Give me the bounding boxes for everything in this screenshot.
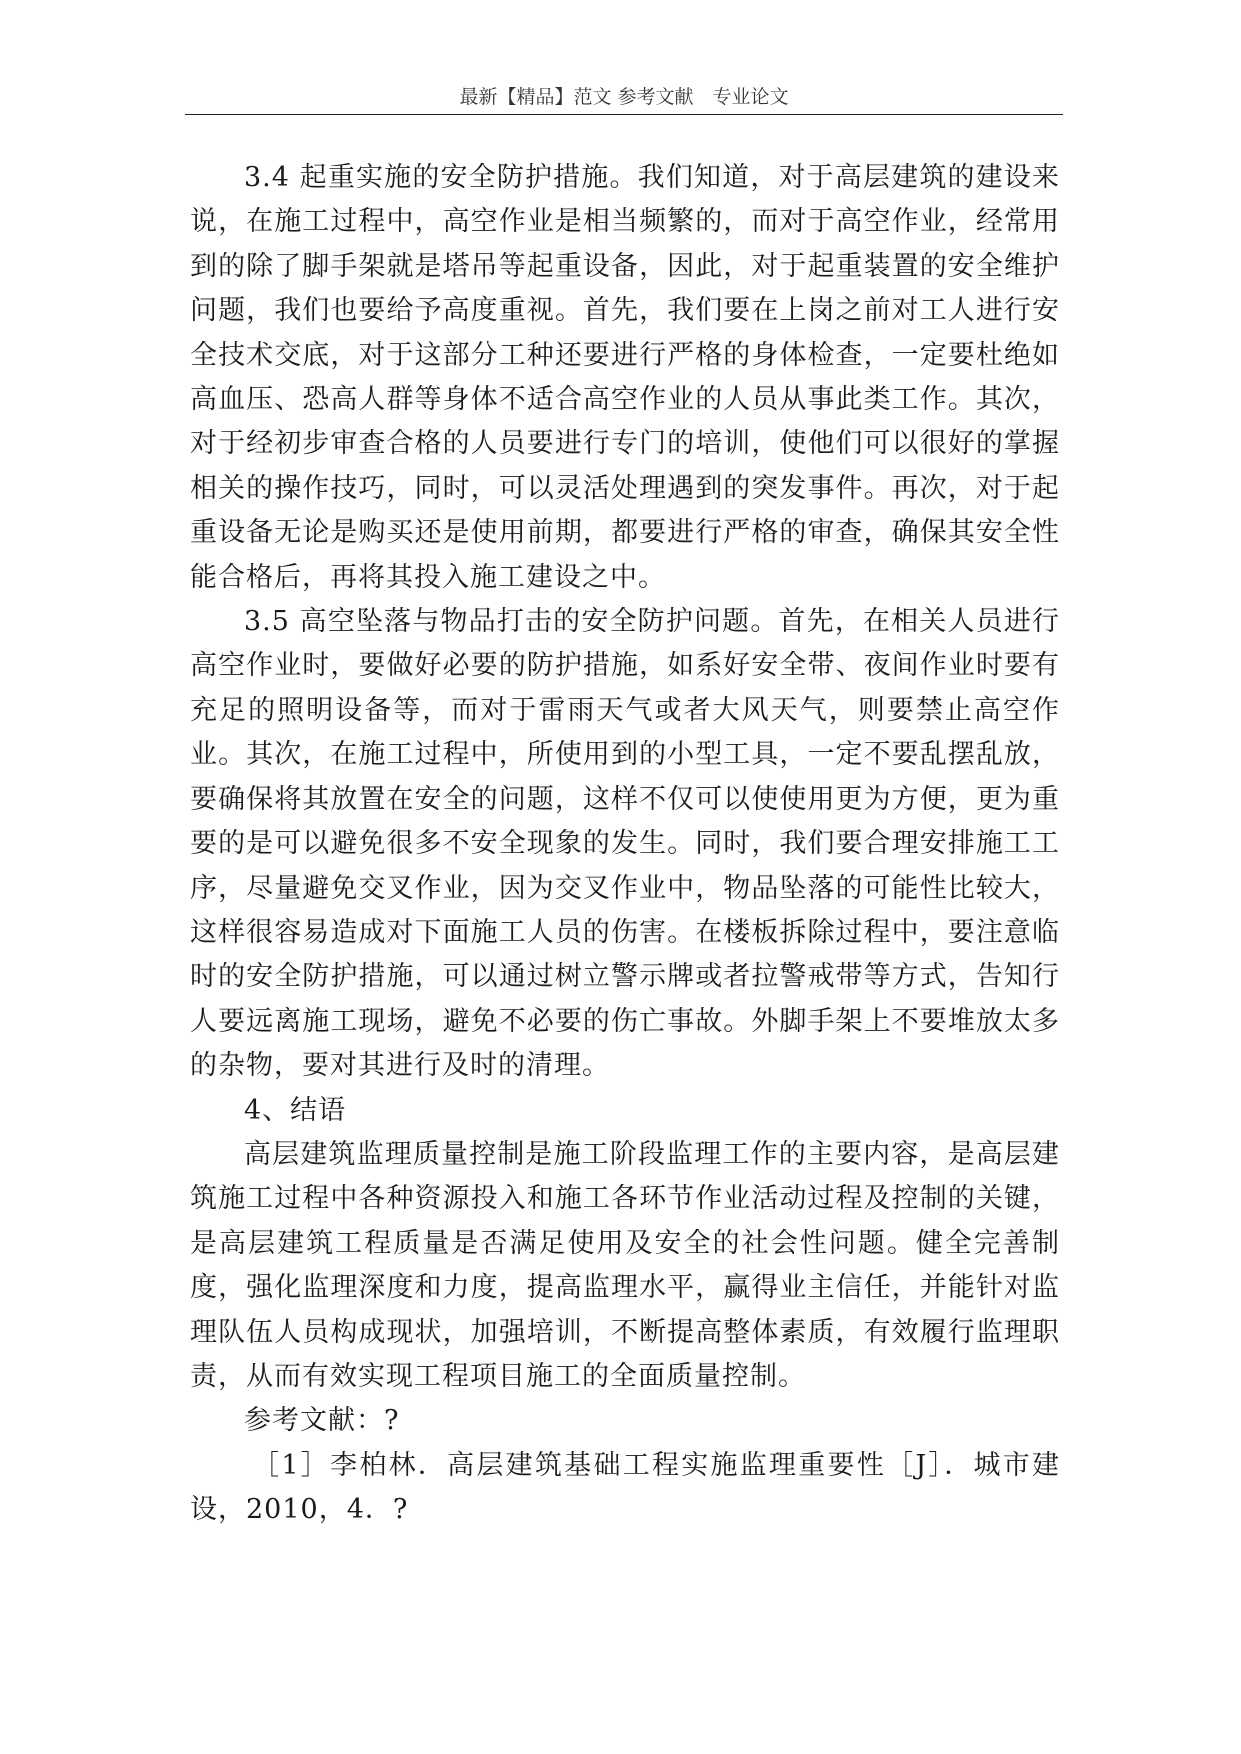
paragraph-section-3-5: 3.5 高空坠落与物品打击的安全防护问题。首先，在相关人员进行高空作业时，要做好必要的防护措施，如系好安全带、夜间作业时要有充足的照明设备等，而对于雷雨天气或者大风天气，则要禁止高空作业。其次，在施工过程中，所使用到的小型工具，一定不要乱摆乱放，要确保将其放置在安全的问题，这样不仅可以使使用更为方便，更为重要的是可以避免很多不安全现象的发生。同时，我们要合理安排施工工序，尽量避免交叉作业，因为交叉作业中，物品坠落的可能性比较大，这样很容易造成对下面施工人员的伤害。在楼板拆除过程中，要注意临时的安全防护措施，可以通过树立警示牌或者拉警戒带等方式，告知行人要远离施工现场，避免不必要的伤亡事故。外脚手架上不要堆放太多的杂物，要对其进行及时的清理。 xyxy=(190,606,1060,1082)
paragraph-section-3-4: 3.4 起重实施的安全防护措施。我们知道，对于高层建筑的建设来说，在施工过程中，高空作业是相当频繁的，而对于高空作业，经常用到的除了脚手架就是塔吊等起重设备，因此，对于起重装置的安全维护问题，我们也要给予高度重视。首先，我们要在上岗之前对工人进行安全技术交底，对于这部分工种还要进行严格的身体检查，一定要杜绝如高血压、恐高人群等身体不适合高空作业的人员从事此类工作。其次，对于经初步审查合格的人员要进行专门的培训，使他们可以很好的掌握相关的操作技巧，同时，可以灵活处理遇到的突发事件。再次，对于起重设备无论是购买还是使用前期，都要进行严格的审查，确保其安全性能合格后，再将其投入施工建设之中。 xyxy=(190,162,1060,593)
document-body xyxy=(190,156,1060,1533)
reference-item-1: ［1］李柏林．高层建筑基础工程实施监理重要性［J］．城市建设，2010，4．? xyxy=(190,1449,1060,1526)
page-header: 最新【精品】范文 参考文献 专业论文 xyxy=(459,86,789,108)
section-heading-conclusion: 4、结语 xyxy=(244,1094,347,1126)
header-divider xyxy=(185,114,1063,115)
paragraph-conclusion: 高层建筑监理质量控制是施工阶段监理工作的主要内容，是高层建筑施工过程中各种资源投入和施工各环节作业活动过程及控制的关键，是高层建筑工程质量是否满足使用及安全的社会性问题。健全完善制度，强化监理深度和力度，提高监理水平，赢得业主信任，并能针对监理队伍人员构成现状，加强培训，不断提高整体素质，有效履行监理职责，从而有效实现工程项目施工的全面质量控制。 xyxy=(190,1138,1060,1392)
references-heading: 参考文献：? xyxy=(244,1405,400,1437)
